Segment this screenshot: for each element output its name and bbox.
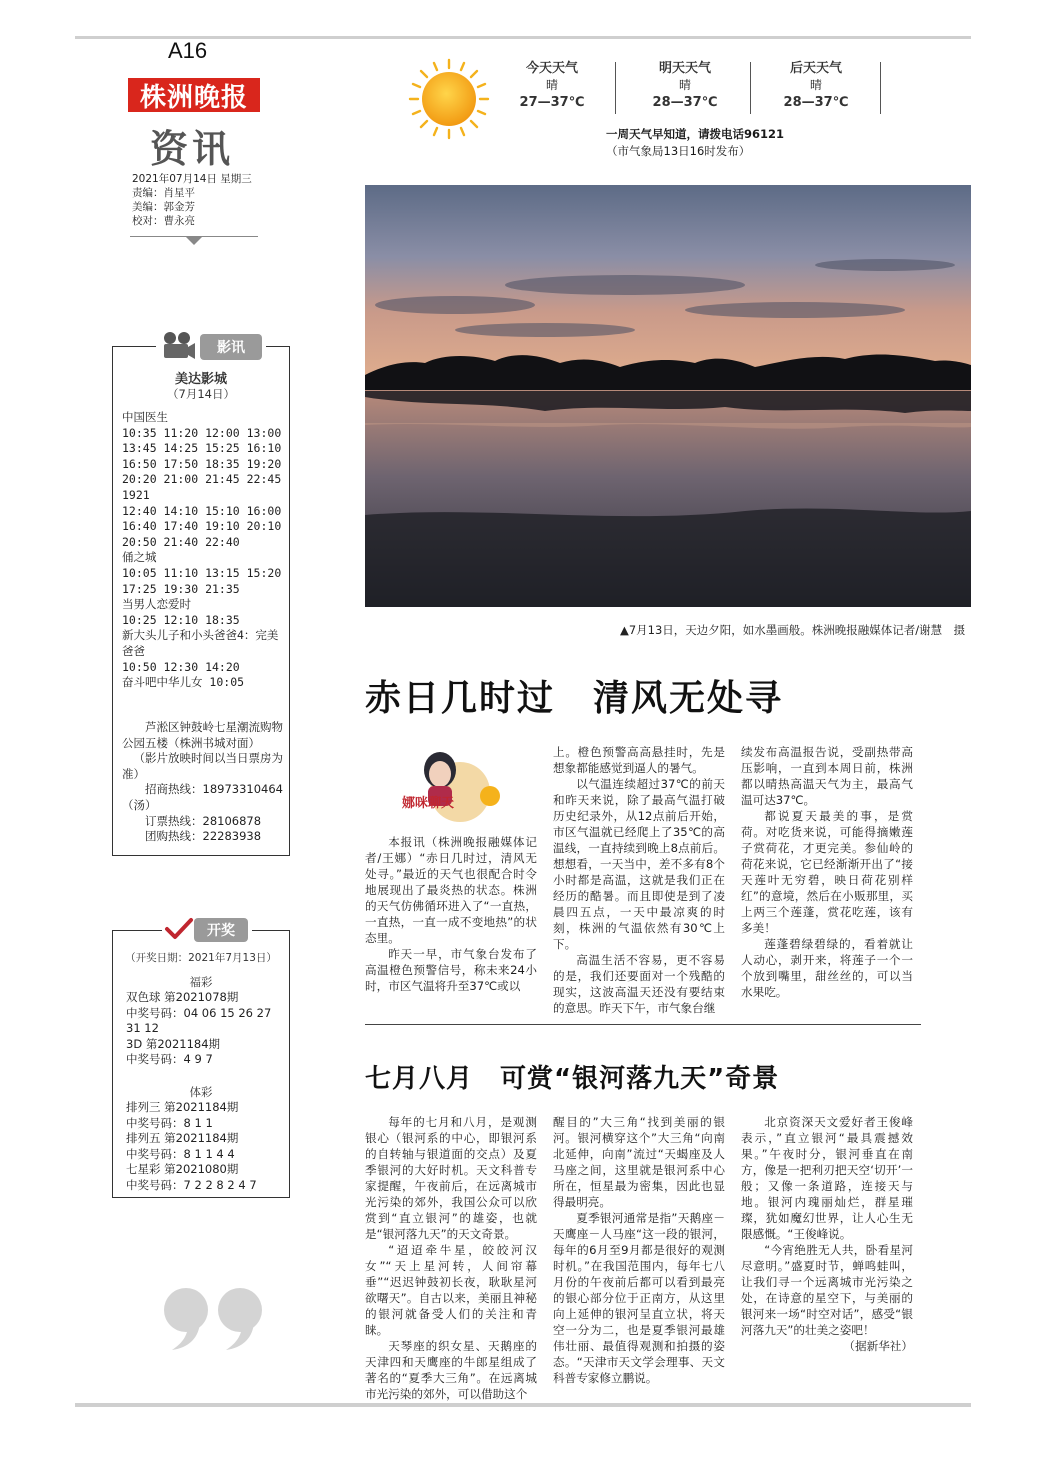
lottery-line: 双色球 第2021078期	[126, 990, 239, 1004]
weather-today-condition: 晴	[545, 78, 558, 92]
weather-tomorrow-label: 明天天气	[658, 61, 711, 76]
article-paragraph: “今宵绝胜无人共，卧看星河尽意明。”盛夏时节，蝉鸣蛙叫，让我们寻一个远离城市光污染之处，在诗意的星空下，与美丽的银河来一场“时空对话”，感受“银河落九天”的壮美之姿吧！	[741, 1243, 913, 1337]
showtime-line: 16:40 17:40 19:10 20:10	[122, 519, 282, 534]
weather-issued: （市气象局13日16时发布）	[606, 144, 751, 158]
weather-after-tomorrow	[756, 60, 876, 111]
cinema-address-block	[122, 720, 284, 845]
checkmark-icon	[164, 916, 194, 942]
article-paragraph: 都说夏天最美的事，是赏荷。对吃货来说，可能得摘嫩莲子赏荷花，才更完美。参仙岭的荷花来说，它已经渐渐开出了“接天莲叶无穷碧，映日荷花别样红”的意境，然后在小贩那里，买上两三个莲蓬，赏花吃莲，该有多美！	[741, 809, 913, 935]
showtime-line: 1921	[122, 487, 150, 502]
page-number: A16	[168, 38, 208, 63]
weather-after-label: 后天天气	[789, 61, 842, 76]
cinema-name: 美达影城	[174, 372, 227, 387]
weather-today-temp: 27—37℃	[519, 95, 585, 110]
issue-meta	[132, 172, 252, 228]
cinema-business-hotline: 招商热线：18973310464（汤）	[122, 782, 283, 812]
weather-divider	[750, 62, 751, 114]
lottery-line: 中奖号码：7 2 2 8 2 4 7	[126, 1177, 257, 1192]
lottery-line: 31 12	[126, 1021, 159, 1036]
bottom-rule	[75, 1403, 971, 1407]
weather-tomorrow	[625, 60, 745, 111]
showtimes-list	[122, 410, 290, 691]
article-paragraph: 上。橙色预警高高悬挂时，先是想象都能感觉到逼人的暑气。	[553, 745, 725, 775]
editor-1: 责编：肖星平	[132, 187, 195, 199]
article-paragraph: 夏季银河通常是指”天鹅座－天鹰座－人马座“这一段的银河，每年的6月至9月都是很好的观测时机。”在我国范围内，每年七八月份的午夜前后都可以看到最亮的银心部分位于正南方，从这里向上延伸的银河呈直立状，将天空一分为二，也是夏季银河最雄伟壮丽、最值得观测和拍摄的姿态。“天津市天文学会理事、天文科普专家修立鹏说。	[553, 1211, 725, 1385]
article-source: （据新华社）	[843, 1339, 913, 1353]
showtime-line: 俑之城	[122, 550, 157, 565]
editor-3: 校对：曹永亮	[132, 215, 195, 227]
lottery-line: 七星彩 第2021080期	[126, 1162, 239, 1177]
editor-2: 美编：郭金芳	[132, 201, 195, 213]
showtime-line: 17:25 19:30 21:35	[122, 581, 240, 596]
cinema-group-hotline: 团购热线：22283938	[145, 829, 262, 844]
cinema-booking-hotline: 订票热线：28106878	[145, 813, 262, 828]
welfare-lottery-title: 福彩	[189, 975, 213, 989]
welfare-lottery-results	[126, 990, 286, 1068]
article-1-column-2	[553, 744, 725, 1016]
showtime-line: 16:50 17:50 18:35 19:20	[122, 456, 282, 471]
article-paragraph: 昨天一早，市气象台发布了高温橙色预警信号，称未来24小时，市区气温将升至37℃或以	[365, 947, 537, 993]
issue-date: 2021年07月14日 星期三	[132, 173, 252, 185]
section-title: 资讯	[150, 126, 235, 171]
sports-lottery-title: 体彩	[189, 1085, 213, 1099]
weather-tomorrow-temp: 28—37℃	[652, 95, 718, 110]
lottery-line: 中奖号码：8 1 1	[126, 1115, 213, 1130]
showtime-line: 奋斗吧中华儿女 10:05	[122, 675, 245, 690]
quote-mark-icon	[160, 1286, 270, 1352]
cinema-address: 芦淞区钟鼓岭七星潮流购物公园五楼（株洲书城对面）	[122, 720, 283, 750]
showtime-line: 20:50 21:40 22:40	[122, 534, 240, 549]
sunset-lake-photo	[365, 185, 971, 607]
lottery-line: 排列三 第2021184期	[126, 1100, 239, 1114]
weather-today-label: 今天天气	[525, 61, 578, 76]
film-camera-icon	[160, 330, 196, 362]
article-paragraph: 以气温连续超过37℃的前天和昨天来说，除了最高气温打破历史纪录外，从12点前后开始，市区气温就已经爬上了35℃的高温线，一直持续到晚上8点前后。想想看，一天当中，差不多有8个小时都是高温，这就是我们正在经历的酷暑。而且即使是到了凌晨四五点，一天中最凉爽的时刻，株洲的气温依然有30℃上下。	[553, 777, 725, 951]
weather-after-temp: 28—37℃	[783, 95, 849, 110]
showtime-line: 新大头儿子和小头爸爸4：完美	[122, 628, 279, 643]
showtime-line: 10:50 12:30 14:20	[122, 659, 240, 674]
sports-lottery-results	[126, 1100, 286, 1194]
cinema-note: （影片放映时间以当日票房为准）	[122, 751, 283, 781]
top-rule	[75, 36, 971, 39]
columnist-avatar	[396, 744, 506, 830]
article-paragraph: “迢迢牵牛星，皎皎河汉女”“天上星河转，人间帘幕垂”“迟迟钟鼓初长夜，耿耿星河欲曙天”。自古以来，美丽且神秘的银河就备受人们的关注和青睐。	[365, 1243, 537, 1337]
showtime-line: 10:25 12:10 18:35	[122, 612, 240, 627]
article-2-column-2	[553, 1114, 725, 1386]
lottery-line: 3D 第2021184期	[126, 1036, 221, 1051]
article-2-column-1	[365, 1114, 537, 1402]
article-separator	[365, 1024, 921, 1025]
photo-caption: ▲7月13日，天边夕阳，如水墨画般。株洲晚报融媒体记者/谢慧 摄	[620, 623, 966, 637]
showtime-line: 10:05 11:10 13:15 15:20	[122, 565, 282, 580]
cinema-badge: 影讯	[200, 334, 262, 360]
newspaper-logo: 株洲晚报	[128, 78, 260, 112]
sun-icon	[408, 58, 490, 140]
weather-tomorrow-condition: 晴	[678, 78, 691, 92]
lottery-line: 中奖号码：04 06 15 26 27	[126, 1005, 272, 1020]
article-paragraph: 续发布高温报告说，受副热带高压影响，一直到本周日前，株洲都以晴热高温天气为主，最高气温可达37℃。	[741, 745, 913, 807]
weather-note	[606, 126, 784, 160]
showtime-line: 当男人恋爱时	[122, 597, 191, 612]
showtime-line: 20:20 21:00 21:45 22:45	[122, 472, 282, 487]
article-paragraph: 天琴座的织女星、天鹅座的天津四和天鹰座的牛郎星组成了著名的“夏季大三角”。在远离城市光污染的郊外，可以借助这个	[365, 1339, 537, 1401]
article-2-headline: 七月八月 可赏“银河落九天”奇景	[365, 1064, 780, 1094]
lottery-badge: 开奖	[194, 918, 248, 942]
article-2-column-3	[741, 1114, 913, 1354]
article-paragraph: 每年的七月和八月，是观测银心（银河系的中心，即银河系的自转轴与银道面的交点）及夏季银河的大好时机。天文科普专家提醒，午夜前后，在远离城市光污染的郊外，我国公众可以欣赏到“直立银河”的雄姿，也就是“银河落九天”的天文奇景。	[365, 1115, 537, 1241]
lottery-date: （开奖日期：2021年7月13日）	[125, 952, 277, 964]
weather-divider	[615, 62, 616, 114]
showtime-line: 中国医生	[122, 410, 168, 424]
article-paragraph: 北京资深天文爱好者王俊峰表示，”直立银河“最具震撼效果。”午夜时分，银河垂直在南方，像是一把利刃把天空‘切开’一般；又像一条道路，连接天与地。银河内瑰丽灿烂，群星璀璨，犹如魔幻世界，让人心生无限感慨。“王俊峰说。	[741, 1115, 913, 1241]
article-paragraph: 本报讯（株洲晚报融媒体记者/王娜）“赤日几时过，清风无处寻。”最近的天气也很配合时令地展现出了最炎热的状态。株洲的天气仿佛循环进入了“一直热，一直热，一直一成不变地热”的状态里。	[365, 835, 537, 945]
cinema-date: （7月14日）	[167, 387, 235, 401]
weather-after-condition: 晴	[809, 78, 822, 92]
meta-divider-arrow	[186, 237, 202, 245]
article-paragraph: 莲蓬碧绿碧绿的，看着就让人动心，剥开来，将莲子一个一个放到嘴里，甜丝丝的，可以当水果吃。	[741, 937, 913, 999]
lottery-line: 排列五 第2021184期	[126, 1131, 239, 1146]
columnist-badge-label: 娜咪聊天	[402, 796, 455, 811]
article-1-column-3	[741, 744, 913, 1000]
showtime-line: 12:40 14:10 15:10 16:00	[122, 503, 282, 518]
lottery-line: 中奖号码：4 9 7	[126, 1052, 213, 1067]
weather-divider	[880, 62, 881, 114]
article-paragraph: 高温生活不容易，更不容易的是，我们还要面对一个残酷的现实，这波高温天还没有要结束的意思。昨天下午，市气象台继	[553, 953, 725, 1015]
article-headline: 赤日几时过 清风无处寻	[365, 678, 784, 719]
lottery-line: 中奖号码：8 1 1 4 4	[126, 1146, 235, 1161]
showtime-line: 13:45 14:25 15:25 16:10	[122, 441, 282, 456]
article-paragraph: 醒目的”大三角“找到美丽的银河。银河横穿这个”大三角“向南北延伸，向南”流过“天蝎座及人马座之间，这里就是银河系中心所在，恒星最为密集，因此也显得最明亮。	[553, 1115, 725, 1209]
weather-hotline: 一周天气早知道，请拨电话96121	[606, 127, 785, 141]
showtime-line: 爸爸	[122, 643, 145, 658]
columnist-badge	[396, 744, 506, 830]
article-1-column-1	[365, 834, 537, 994]
showtime-line: 10:35 11:20 12:00 13:00	[122, 425, 282, 440]
weather-today	[492, 60, 612, 111]
